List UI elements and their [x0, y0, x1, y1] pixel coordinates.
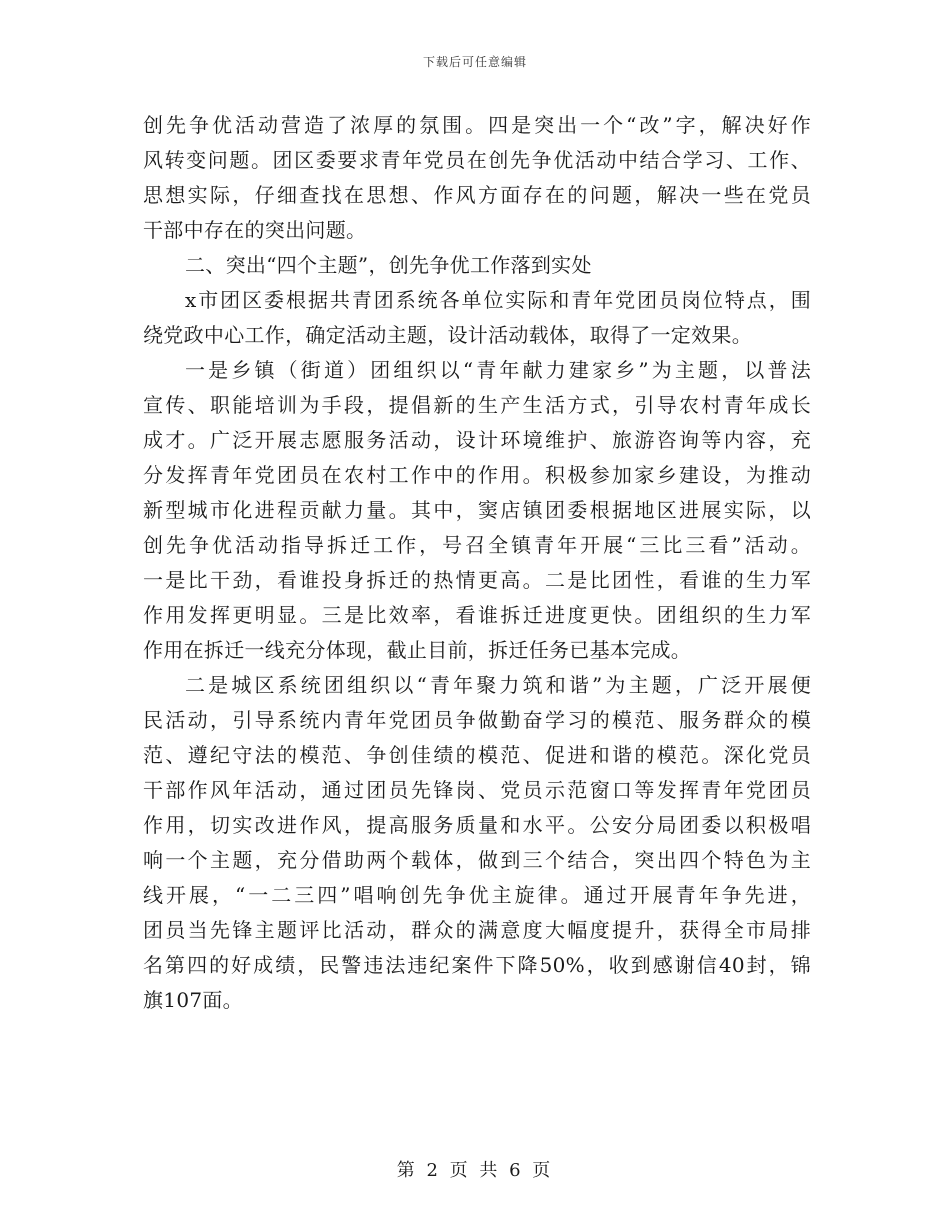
page-number: 第 2 页 共 6 页	[396, 1160, 554, 1181]
text-line: 宣传、职能培训为手段，提倡新的生产生活方式，引导农村青年成长	[143, 393, 811, 417]
text-line: 思想实际，仔细查找在思想、作风方面存在的问题，解决一些在党员	[143, 183, 811, 207]
text-line: 作用在拆迁一线充分体现，截止目前，拆迁任务已基本完成。	[143, 638, 692, 662]
text-line: 一是比干劲，看谁投身拆迁的热情更高。二是比团性，看谁的生力军	[143, 568, 811, 592]
text-line: 创先争优活动营造了浓厚的氛围。四是突出一个“改”字，解决好作	[143, 113, 811, 137]
text-line: 创先争优活动指导拆迁工作，号召全镇青年开展“三比三看”活动。	[143, 533, 811, 557]
text-line: 二、突出“四个主题”，创先争优工作落到实处	[185, 253, 592, 277]
text-line: 响一个主题，充分借助两个载体，做到三个结合，突出四个特色为主	[143, 848, 811, 872]
text-line: 新型城市化进程贡献力量。其中，窦店镇团委根据地区进展实际，以	[143, 498, 811, 522]
text-line: 风转变问题。团区委要求青年党员在创先争优活动中结合学习、工作、	[143, 148, 811, 172]
text-line: 团员当先锋主题评比活动，群众的满意度大幅度提升，获得全市局排	[143, 918, 811, 942]
text-line: 作用，切实改进作风，提高服务质量和水平。公安分局团委以积极唱	[143, 813, 811, 837]
text-line: 旗107面。	[143, 988, 243, 1012]
text-line: 线开展，“一二三四”唱响创先争优主旋律。通过开展青年争先进，	[143, 883, 811, 907]
text-line: 成才。广泛开展志愿服务活动，设计环境维护、旅游咨询等内容，充	[143, 428, 811, 452]
page-header: 下载后可任意编辑	[422, 55, 527, 69]
text-line: 名第四的好成绩，民警违法违纪案件下降50%，收到感谢信40封，锦	[143, 953, 811, 977]
document-body	[143, 108, 811, 1018]
text-line: 二是城区系统团组织以“青年聚力筑和谐”为主题，广泛开展便	[185, 673, 811, 697]
text-line: 作用发挥更明显。三是比效率，看谁拆迁进度更快。团组织的生力军	[143, 603, 811, 627]
text-line: 分发挥青年党团员在农村工作中的作用。积极参加家乡建设，为推动	[143, 463, 811, 487]
text-line: x市团区委根据共青团系统各单位实际和青年党团员岗位特点，围	[185, 288, 811, 312]
text-line: 范、遵纪守法的模范、争创佳绩的模范、促进和谐的模范。深化党员	[143, 743, 811, 767]
text-line: 一是乡镇（街道）团组织以“青年献力建家乡”为主题，以普法	[185, 358, 811, 382]
text-line: 干部中存在的突出问题。	[143, 218, 367, 242]
text-line: 民活动，引导系统内青年党团员争做勤奋学习的模范、服务群众的模	[143, 708, 811, 732]
text-line: 绕党政中心工作，确定活动主题，设计活动载体，取得了一定效果。	[143, 323, 752, 347]
text-line: 干部作风年活动，通过团员先锋岗、党员示范窗口等发挥青年党团员	[143, 778, 811, 802]
